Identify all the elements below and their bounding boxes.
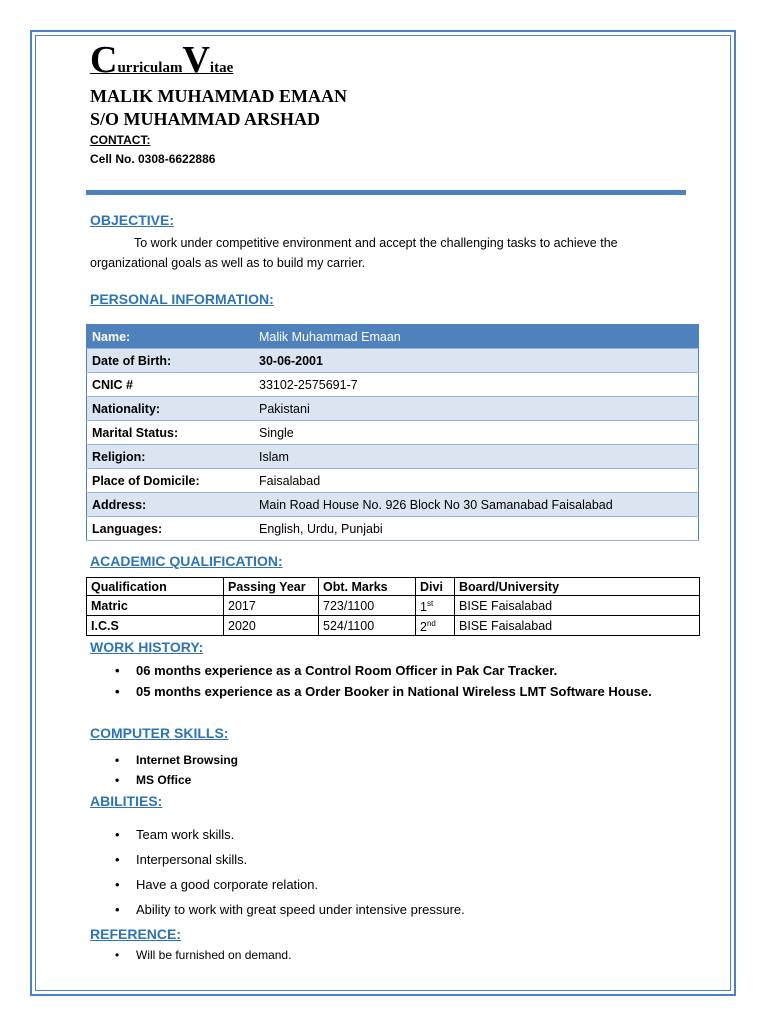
column-header: Obt. Marks	[319, 578, 416, 596]
list-item: • Have a good corporate relation.	[90, 872, 465, 897]
marks-cell: 723/1100	[319, 596, 416, 616]
objective-body: To work under competitive environment and accept the challenging tasks to achieve the organizational goals as well as to build my carrier.	[90, 236, 618, 270]
contact-label: CONTACT:	[90, 133, 151, 147]
division-number: 1	[420, 600, 427, 615]
objective-text	[90, 233, 690, 273]
applicant-name: MALIK MUHAMMAD EMAAN	[90, 86, 347, 106]
table-row	[87, 469, 699, 493]
list-item: • MS Office	[90, 770, 238, 790]
column-header: Board/University	[455, 578, 700, 596]
row-value: Pakistani	[254, 397, 699, 421]
table-row	[87, 349, 699, 373]
cv-title	[90, 38, 233, 82]
computer-skills-heading: COMPUTER SKILLS:	[90, 725, 229, 741]
marks-cell: 524/1100	[319, 616, 416, 636]
division-cell	[416, 596, 455, 616]
computer-skills-list	[90, 750, 238, 790]
list-item: • Interpersonal skills.	[90, 847, 465, 872]
table-row	[87, 596, 700, 616]
list-item: • Internet Browsing	[90, 750, 238, 770]
list-item: • 05 months experience as a Order Booker in National Wireless LMT Software House.	[90, 681, 666, 702]
division-suffix: nd	[426, 619, 436, 629]
reference-heading: REFERENCE:	[90, 926, 182, 942]
title-letter-v: V	[182, 39, 210, 81]
row-label: Religion:	[87, 445, 255, 469]
academic-table	[86, 577, 700, 636]
column-header: Divi	[416, 578, 455, 596]
division-cell	[416, 616, 455, 636]
list-item: • 06 months experience as a Control Room Officer in Pak Car Tracker.	[90, 660, 666, 681]
row-label: Marital Status:	[87, 421, 255, 445]
table-header-row	[87, 578, 700, 596]
qualification-cell: I.C.S	[87, 616, 224, 636]
qualification-cell: Matric	[87, 596, 224, 616]
row-label: Name:	[87, 325, 255, 349]
year-cell: 2017	[224, 596, 319, 616]
title-part-1: urriculam	[117, 60, 183, 76]
row-label: Nationality:	[87, 397, 255, 421]
title-part-2: itae	[209, 60, 234, 76]
table-row	[87, 517, 699, 541]
division-number: 2	[420, 620, 427, 635]
division-suffix: st	[426, 599, 434, 608]
row-label: CNIC #	[87, 373, 255, 397]
personal-info-heading: PERSONAL INFORMATION:	[90, 291, 274, 307]
row-value: English, Urdu, Punjabi	[254, 517, 699, 541]
table-row	[87, 445, 699, 469]
cell-number: Cell No. 0308-6622886	[90, 152, 216, 166]
row-value: Malik Muhammad Emaan	[254, 325, 699, 349]
column-header: Passing Year	[224, 578, 319, 596]
row-label: Place of Domicile:	[87, 469, 255, 493]
table-row	[87, 397, 699, 421]
board-cell: BISE Faisalabad	[455, 616, 700, 636]
column-header: Qualification	[87, 578, 224, 596]
list-item: • Will be furnished on demand.	[90, 946, 291, 964]
row-value: Main Road House No. 926 Block No 30 Samanabad Faisalabad	[254, 493, 699, 517]
work-history-heading: WORK HISTORY:	[90, 639, 204, 655]
row-label: Address:	[87, 493, 255, 517]
list-item: • Ability to work with great speed under intensive pressure.	[90, 897, 465, 922]
abilities-list	[90, 822, 465, 922]
table-row	[87, 493, 699, 517]
header-divider	[86, 190, 686, 195]
row-value: 30-06-2001	[254, 349, 699, 373]
year-cell: 2020	[224, 616, 319, 636]
row-value: Islam	[254, 445, 699, 469]
row-label: Date of Birth:	[87, 349, 255, 373]
row-value: Single	[254, 421, 699, 445]
row-value: Faisalabad	[254, 469, 699, 493]
table-row	[87, 325, 699, 349]
personal-info-table	[86, 324, 699, 541]
father-name: S/O MUHAMMAD ARSHAD	[90, 109, 320, 129]
abilities-heading: ABILITIES:	[90, 793, 163, 809]
table-row	[87, 421, 699, 445]
table-row	[87, 616, 700, 636]
list-item: • Team work skills.	[90, 822, 465, 847]
title-letter-c: C	[90, 39, 118, 81]
row-value: 33102-2575691-7	[254, 373, 699, 397]
objective-heading: OBJECTIVE:	[90, 212, 175, 228]
table-row	[87, 373, 699, 397]
reference-list	[90, 946, 291, 964]
work-history-list	[90, 660, 666, 702]
board-cell: BISE Faisalabad	[455, 596, 700, 616]
academic-heading: ACADEMIC QUALIFICATION:	[90, 553, 283, 569]
row-label: Languages:	[87, 517, 255, 541]
